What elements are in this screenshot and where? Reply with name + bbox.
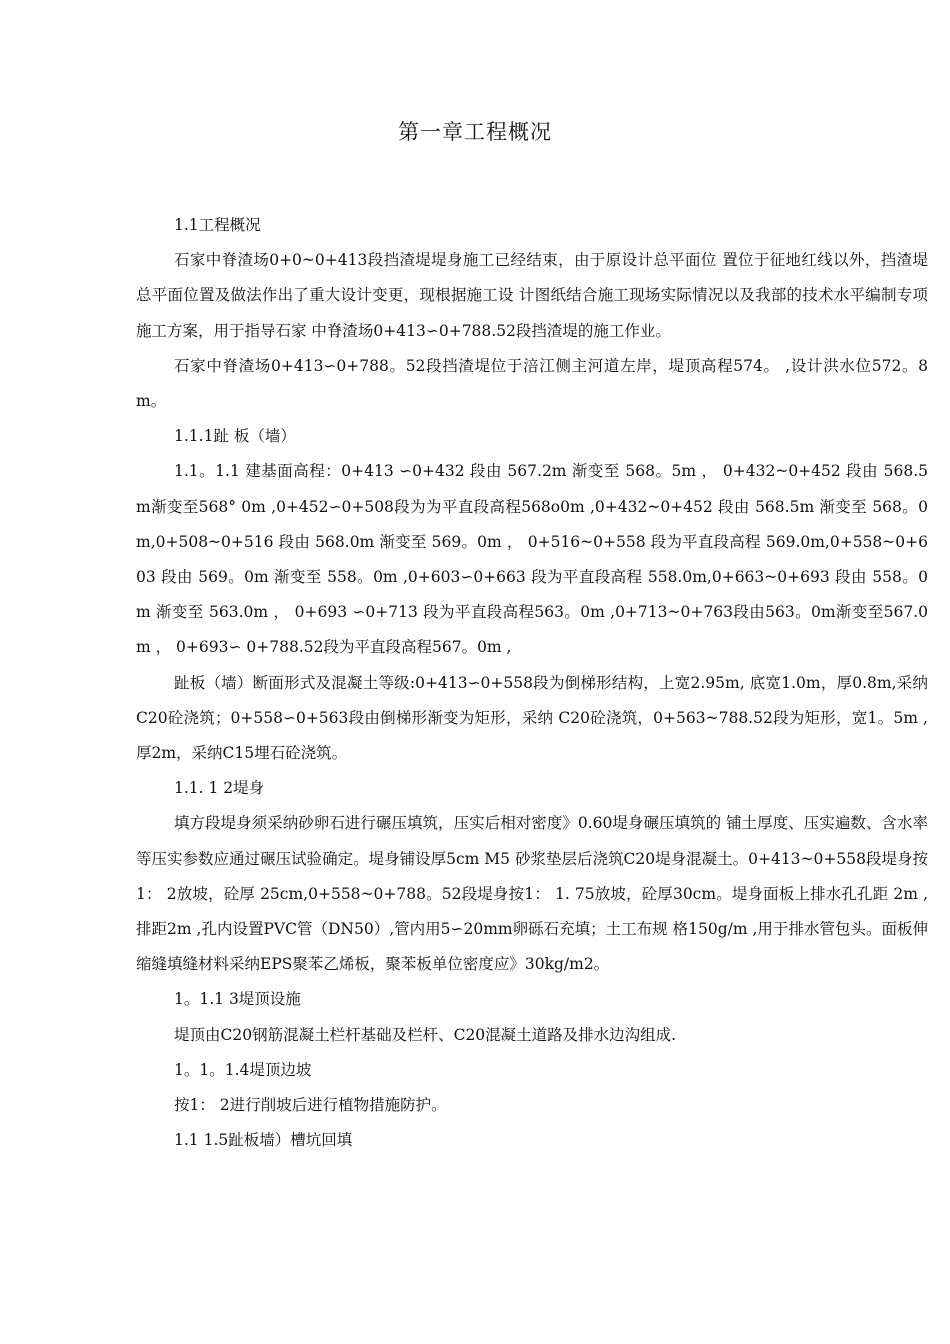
section-heading: 1.1. 1 2堤身 bbox=[174, 779, 265, 798]
paragraph: 石家中脊渣场0+0~0+413段挡渣堤堤身施工已经结束，由于原设计总平面位 置位于征地红线以外，挡渣堤总平面位置及做法作出了重大设计变更，现根据施工设 计图纸结合施工现场实际情况以及我部的技术水平编制专项施工方案，用于指导石家 中脊渣场0+413∽0+788.52段挡渣堤的施工作业。 bbox=[136, 251, 928, 340]
document-body bbox=[136, 208, 928, 1158]
chapter-title: 第一章工程概况 bbox=[398, 120, 552, 144]
section-heading: 1.1.1趾 板（墙） bbox=[174, 427, 296, 446]
paragraph: 填方段堤身须采纳砂卵石进行碾压填筑，压实后相对密度》0.60堤身碾压填筑的 铺土厚度、压实遍数、含水率等压实参数应通过碾压试验确定。堤身铺设厚5cm M5 砂浆垫层后浇筑C20堤身混凝土。0+413~0+558段堤身按1： 2放坡，砼厚 25cm,0+558~0+788。52段堤身按1： 1. 75放坡，砼厚30cm。堤身面板上排水孔孔距 2m ,排距2m ,孔内设置PVC管（DN50）,管内用5∽20mm卵砾石充填；土工布规 格150g/m ,用于排水管包头。面板伸缩缝填缝材料采纳EPS聚苯乙烯板，聚苯板单位密度应》30kg/m2。 bbox=[136, 814, 928, 974]
section-heading: 1。1.1 3堤顶设施 bbox=[174, 990, 301, 1009]
paragraph: 趾板（墙）断面形式及混凝土等级:0+413∽0+558段为倒梯形结构，上宽2.95m, 底宽1.0m，厚0.8m,采纳C20砼浇筑；0+558∽0+563段由倒梯形渐变为矩形，采纳 C20砼浇筑，0+563~788.52段为矩形，宽1。5m ,厚2m，采纳C15埋石砼浇筑。 bbox=[136, 673, 928, 763]
paragraph: 石家中脊渣场0+413∽0+788。52段挡渣堤位于涪江侧主河道左岸，堤顶高程574。 ,设计洪水位572。8m。 bbox=[136, 356, 928, 411]
paragraph: 堤顶由C20钢筋混凝土栏杆基础及栏杆、C20混凝土道路及排水边沟组成. bbox=[174, 1025, 677, 1044]
section-heading: 1.1 1.5趾板墙）槽坑回填 bbox=[174, 1131, 353, 1150]
section-heading: 1。1。1.4堤顶边坡 bbox=[174, 1060, 312, 1079]
section-heading: 1.1工程概况 bbox=[174, 216, 261, 234]
paragraph: 1.1。1.1 建基面高程：0+413 ∽0+432 段由 567.2m 渐变至 568。5m ， 0+432~0+452 段由 568.5m渐变至568° 0m ,0+452∽0+508段为为平直段高程568o0m ,0+432~0+452 段由 568.5m 渐变至 568。0m,0+508~0+516 段由 568.0m 渐变至 569。0m ， 0+516~0+558 段为平直段高程 569.0m,0+558~0+603 段由 569。0m 渐变至 558。0m ,0+603∽0+663 段为平直段高程 558.0m,0+663~0+693 段由 558。0m 渐变至 563.0m ， 0+693 ∽0+713 段为平直段高程563。0m ,0+713~0+763段由563。0m渐变至567.0m ， 0+693∽ 0+788.52段为平直段高程567。0m , bbox=[136, 462, 928, 657]
paragraph: 按1： 2进行削坡后进行植物措施防护。 bbox=[174, 1096, 447, 1115]
